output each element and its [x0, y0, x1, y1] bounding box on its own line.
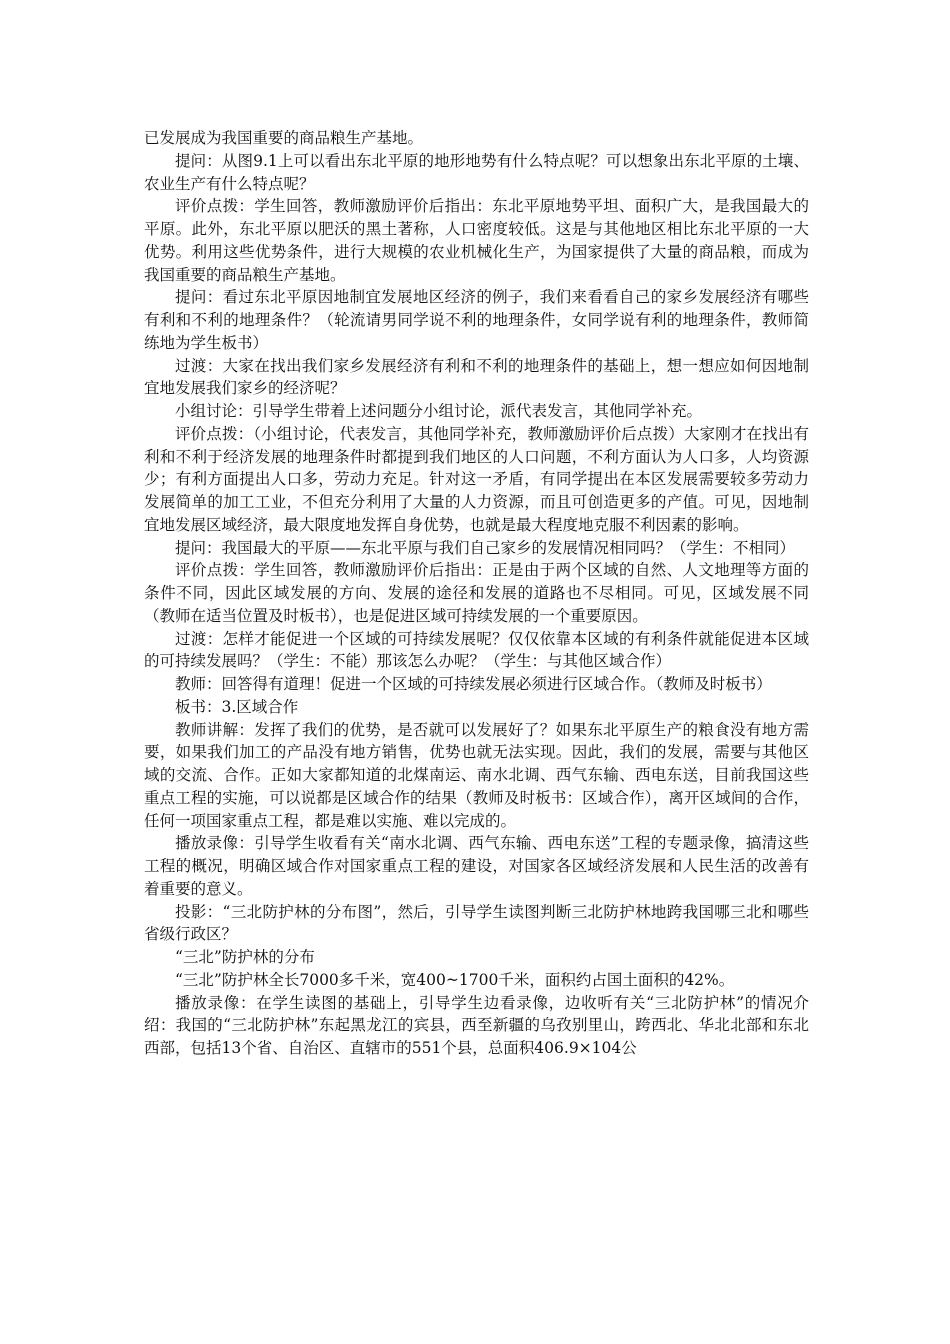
- paragraph: “三北”防护林全长7000多千米，宽400~1700千米，面积约占国土面积的42%。: [175, 970, 735, 989]
- paragraph: 教师讲解：发挥了我们的优势，是否就可以发展好了？如果东北平原生产的粮食没有地方需要，如果我们加工的产品没有地方销售，优势也就无法实现。因此，我们的发展，需要与其他区域的交流、合作。正如大家都知道的北煤南运、南水北调、西气东输、西电东送，目前我国这些重点工程的实施，可以说都是区域合作的结果（教师及时板书：区域合作），离开区域间的合作，任何一项国家重点工程，都是难以实施、难以完成的。: [144, 720, 809, 830]
- paragraph: 教师：回答得有道理！促进一个区域的可持续发展必须进行区域合作。（教师及时板书）: [175, 675, 772, 693]
- paragraph: 小组讨论：引导学生带着上述问题分小组讨论，派代表发言，其他同学补充。: [175, 402, 703, 420]
- paragraph: 评价点拨：学生回答，教师激励评价后指出：正是由于两个区域的自然、人文地理等方面的条件不同，因此区域发展的方向、发展的途径和发展的道路也不尽相同。可见，区域发展不同（教师在适当位置及时板书），也是促进区域可持续发展的一个重要原因。: [144, 561, 809, 625]
- paragraph: 提问：我国最大的平原——东北平原与我们自己家乡的发展情况相同吗？（学生：不相同）: [175, 538, 796, 557]
- paragraph: 投影：“三北防护林的分布图”，然后，引导学生读图判断三北防护林地跨我国哪三北和哪些省级行政区？: [144, 902, 809, 944]
- paragraph: 播放录像：在学生读图的基础上，引导学生边看录像，边收听有关“三北防护林”的情况介绍：我国的“三北防护林”东起黑龙江的宾县，西至新疆的乌孜别里山，跨西北、华北北部和东北西部，包括13个省、自治区、直辖市的551个县，总面积406.9×104公: [144, 993, 809, 1057]
- paragraph: 评价点拨：学生回答，教师激励评价后指出：东北平原地势平坦、面积广大，是我国最大的平原。此外，东北平原以肥沃的黑土著称，人口密度较低。这是与其他地区相比东北平原的一大优势。利用这些优势条件，进行大规模的农业机械化生产，为国家提供了大量的商品粮，而成为我国重要的商品粮生产基地。: [144, 197, 809, 284]
- figure-caption: “三北”防护林的分布: [175, 948, 315, 966]
- paragraph: 评价点拨：（小组讨论，代表发言，其他同学补充，教师激励评价后点拨）大家刚才在找出有利和不利于经济发展的地理条件时都提到我们地区的人口问题，不利方面认为人口多，人均资源少；有利方面提出人口多，劳动力充足。针对这一矛盾，有同学提出在本区发展需要较多劳动力发展简单的加工工业，不但充分利用了大量的人力资源，而且可创造更多的产值。可见，因地制宜地发展区域经济，最大限度地发挥自身优势，也就是最大程度地克服不利因素的影响。: [144, 424, 809, 534]
- paragraph: 提问：看过东北平原因地制宜发展地区经济的例子，我们来看看自己的家乡发展经济有哪些有利和不利的地理条件？（轮流请男同学说不利的地理条件，女同学说有利的地理条件，教师简练地为学生板书）: [144, 288, 809, 352]
- paragraph: 过渡：大家在找出我们家乡发展经济有利和不利的地理条件的基础上，想一想应如何因地制宜地发展我们家乡的经济呢？: [144, 356, 809, 398]
- document-body: [144, 127, 809, 1060]
- paragraph: 已发展成为我国重要的商品粮生产基地。: [144, 129, 424, 147]
- paragraph: 提问：从图9.1上可以看出东北平原的地形地势有什么特点呢？可以想象出东北平原的土壤、农业生产有什么特点呢？: [144, 151, 809, 193]
- paragraph: 播放录像：引导学生收看有关“南水北调、西气东输、西电东送”工程的专题录像，搞清这些工程的概况，明确区域合作对国家重点工程的建设，对国家各区域经济发展和人民生活的改善有着重要的意义。: [144, 834, 809, 898]
- paragraph: 过渡：怎样才能促进一个区域的可持续发展呢？仅仅依靠本区域的有利条件就能促进本区域的可持续发展吗？（学生：不能）那该怎么办呢？（学生：与其他区域合作）: [144, 629, 809, 671]
- board-heading: 板书：3.区域合作: [175, 697, 299, 716]
